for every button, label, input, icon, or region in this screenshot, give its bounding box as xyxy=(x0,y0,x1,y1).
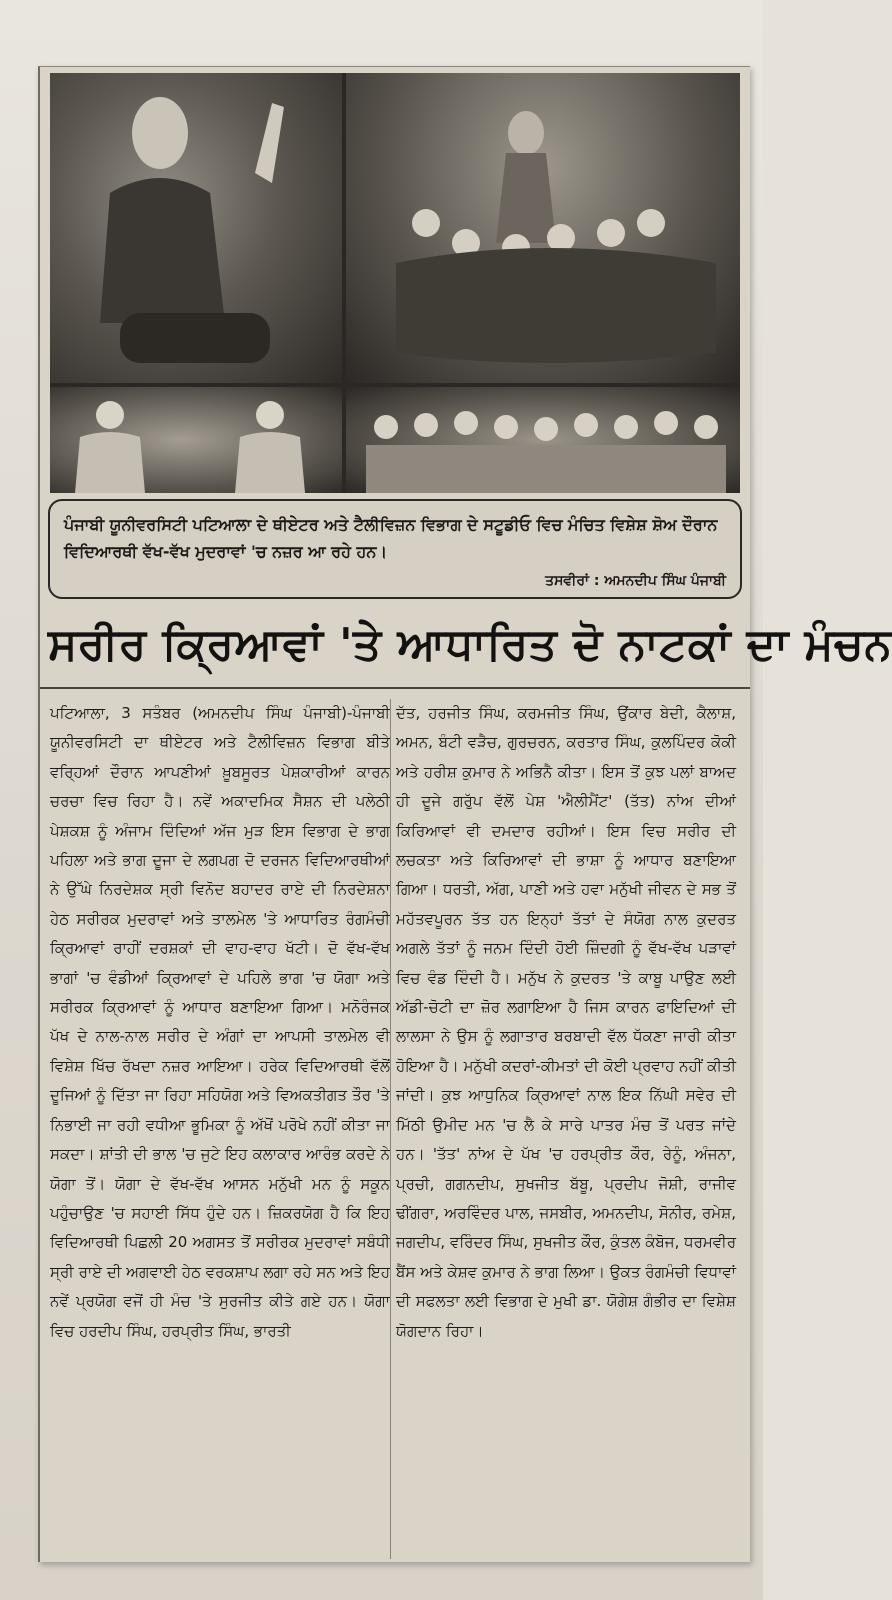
headline-rule xyxy=(40,687,750,689)
article-column-right: ਦੱਤ, ਹਰਜੀਤ ਸਿੰਘ, ਕਰਮਜੀਤ ਸਿੰਘ, ਉਂਕਾਰ ਬੇਦੀ, ਕੈਲਾਸ਼, ਅਮਨ, ਬੰਟੀ ਵੜੈਚ, ਗੁਰਚਰਨ, ਕਰਤਾਰ ਸਿੰਘ, ਕੁਲਪਿੰਦਰ ਕੋਕੀ ਅਤੇ ਹਰੀਸ਼ ਕੁਮਾਰ ਨੇ ਅਭਿਨੈ ਕੀਤਾ। ਇਸ ਤੋਂ ਕੁਝ ਪਲਾਂ ਬਾਅਦ ਹੀ ਦੂਜੇ ਗਰੁੱਪ ਵੱਲੋਂ ਪੇਸ਼ 'ਐਲੀਮੈਂਟ' (ਤੱਤ) ਨਾਂਅ ਦੀਆਂ ਕਿਰਿਆਵਾਂ ਵੀ ਦਮਦਾਰ ਰਹੀਆਂ। ਇਸ ਵਿਚ ਸਰੀਰ ਦੀ ਲਚਕਤਾ ਅਤੇ ਕਿਰਿਆਵਾਂ ਦੀ ਭਾਸ਼ਾ ਨੂੰ ਆਧਾਰ ਬਣਾਇਆ ਗਿਆ। ਧਰਤੀ, ਅੱਗ, ਪਾਣੀ ਅਤੇ ਹਵਾ ਮਨੁੱਖੀ ਜੀਵਨ ਦੇ ਸਭ ਤੋਂ ਮਹੱਤਵਪੂਰਨ ਤੱਤ ਹਨ ਇਨ੍ਹਾਂ ਤੱਤਾਂ ਦੇ ਸੰਯੋਗ ਨਾਲ ਕੁਦਰਤ ਅਗਲੇ ਤੱਤਾਂ ਨੂੰ ਜਨਮ ਦਿੰਦੀ ਹੋਈ ਜ਼ਿੰਦਗੀ ਨੂੰ ਵੱਖ-ਵੱਖ ਪੜਾਵਾਂ ਵਿਚ ਵੰਡ ਦਿੰਦੀ ਹੈ। ਮਨੁੱਖ ਨੇ ਕੁਦਰਤ 'ਤੇ ਕਾਬੂ ਪਾਉਣ ਲਈ ਅੱਡੀ-ਚੋਟੀ ਦਾ ਜ਼ੋਰ ਲਗਾਇਆ ਹੈ ਜਿਸ ਕਾਰਨ ਫਾਇਦਿਆਂ ਦੀ ਲਾਲਸਾ ਨੇ ਉਸ ਨੂੰ ਲਗਾਤਾਰ ਬਰਬਾਦੀ ਵੱਲ ਧੱਕਣਾ ਜਾਰੀ ਕੀਤਾ ਹੋਇਆ ਹੈ। ਮਨੁੱਖੀ ਕਦਰਾਂ-ਕੀਮਤਾਂ ਦੀ ਕੋਈ ਪ੍ਰਵਾਹ ਨਹੀਂ ਕੀਤੀ ਜਾਂਦੀ। ਕੁਝ ਆਧੁਨਿਕ ਕ੍ਰਿਆਵਾਂ ਨਾਲ ਇਕ ਨਿੱਘੀ ਸਵੇਰ ਦੀ ਮਿੱਠੀ ਉਮੀਦ ਮਨ 'ਚ ਲੈ ਕੇ ਸਾਰੇ ਪਾਤਰ ਮੰਚ ਤੋਂ ਪਰਤ ਜਾਂਦੇ ਹਨ। 'ਤੱਤ' ਨਾਂਅ ਦੇ ਪੱਖ 'ਚ ਹਰਪ੍ਰੀਤ ਕੌਰ, ਰੇਨੂੰ, ਅੰਜਨਾ, ਪ੍ਰਚੀ, ਗਗਨਦੀਪ, ਸੁਖਜੀਤ ਬੱਬੂ, ਪ੍ਰਦੀਪ ਜੋਸ਼ੀ, ਰਾਜੀਵ ਢੀਂਗਰਾ, ਅਰਵਿੰਦਰ ਪਾਲ, ਜਸਬੀਰ, ਅਮਨਦੀਪ, ਸੋਨੀਰ, ਰਮੇਸ਼, ਜਗਦੀਪ, ਵਰਿੰਦਰ ਸਿੰਘ, ਸੁਖਜੀਤ ਕੌਰ, ਕੁੰਤਲ ਕੰਬੋਜ, ਧਰਮਵੀਰ ਬੈਂਸ ਅਤੇ ਕੇਸ਼ਵ ਕੁਮਾਰ ਨੇ ਭਾਗ ਲਿਆ। ਉਕਤ ਰੰਗਮੰਚੀ ਵਿਧਾਵਾਂ ਦੀ ਸਫਲਤਾ ਲਈ ਵਿਭਾਗ ਦੇ ਮੁਖੀ ਡਾ. ਯੋਗੇਸ਼ ਗੰਭੀਰ ਦਾ ਵਿਸ਼ੇਸ਼ ਯੋਗਦਾਨ ਰਿਹਾ। xyxy=(396,704,736,1340)
photo-caption-box xyxy=(48,499,742,599)
column-divider xyxy=(390,699,391,1559)
group-performance-photo xyxy=(346,73,740,383)
photo-collage xyxy=(50,73,740,493)
article-column-left: ਪਟਿਆਲਾ, 3 ਸਤੰਬਰ (ਅਮਨਦੀਪ ਸਿੰਘ ਪੰਜਾਬੀ)-ਪੰਜਾਬੀ ਯੂਨੀਵਰਸਿਟੀ ਦਾ ਥੀਏਟਰ ਅਤੇ ਟੈਲੀਵਿਜ਼ਨ ਵਿਭਾਗ ਬੀਤੇ ਵਰ੍ਹਿਆਂ ਦੌਰਾਨ ਆਪਣੀਆਂ ਖ਼ੂਬਸੂਰਤ ਪੇਸ਼ਕਾਰੀਆਂ ਕਾਰਨ ਚਰਚਾ ਵਿਚ ਰਿਹਾ ਹੈ। ਨਵੇਂ ਅਕਾਦਮਿਕ ਸੈਸ਼ਨ ਦੀ ਪਲੇਠੀ ਪੇਸ਼ਕਸ਼ ਨੂੰ ਅੰਜਾਮ ਦਿੰਦਿਆਂ ਅੱਜ ਮੁੜ ਇਸ ਵਿਭਾਗ ਦੇ ਭਾਗ ਪਹਿਲਾ ਅਤੇ ਭਾਗ ਦੂਜਾ ਦੇ ਲਗਪਗ ਦੋ ਦਰਜਨ ਵਿਦਿਆਰਥੀਆਂ ਨੇ ਉੱਘੇ ਨਿਰਦੇਸ਼ਕ ਸ੍ਰੀ ਵਿਨੋਦ ਬਹਾਦਰ ਰਾਏ ਦੀ ਨਿਰਦੇਸ਼ਨਾ ਹੇਠ ਸਰੀਰਕ ਮੁਦਰਾਵਾਂ ਅਤੇ ਤਾਲਮੇਲ 'ਤੇ ਆਧਾਰਿਤ ਰੰਗਮੰਚੀ ਕ੍ਰਿਆਵਾਂ ਰਾਹੀਂ ਦਰਸ਼ਕਾਂ ਦੀ ਵਾਹ-ਵਾਹ ਖੱਟੀ। ਦੋ ਵੱਖ-ਵੱਖ ਭਾਗਾਂ 'ਚ ਵੰਡੀਆਂ ਕ੍ਰਿਆਵਾਂ ਦੇ ਪਹਿਲੇ ਭਾਗ 'ਚ ਯੋਗਾ ਅਤੇ ਸਰੀਰਕ ਕ੍ਰਿਆਵਾਂ ਨੂੰ ਆਧਾਰ ਬਣਾਇਆ ਗਿਆ। ਮਨੋਰੰਜਕ ਪੱਖ ਦੇ ਨਾਲ-ਨਾਲ ਸਰੀਰ ਦੇ ਅੰਗਾਂ ਦਾ ਆਪਸੀ ਤਾਲਮੇਲ ਵੀ ਵਿਸ਼ੇਸ਼ ਖਿੱਚ ਰੱਖਦਾ ਨਜ਼ਰ ਆਇਆ। ਹਰੇਕ ਵਿਦਿਆਰਥੀ ਵੱਲੋਂ ਦੂਜਿਆਂ ਨੂੰ ਦਿੱਤਾ ਜਾ ਰਿਹਾ ਸਹਿਯੋਗ ਅਤੇ ਵਿਅਕਤੀਗਤ ਤੌਰ 'ਤੇ ਨਿਭਾਈ ਜਾ ਰਹੀ ਵਧੀਆ ਭੂਮਿਕਾ ਨੂੰ ਅੱਖੋਂ ਪਰੋਖੇ ਨਹੀਂ ਕੀਤਾ ਜਾ ਸਕਦਾ। ਸ਼ਾਂਤੀ ਦੀ ਭਾਲ 'ਚ ਜੁਟੇ ਇਹ ਕਲਾਕਾਰ ਆਰੰਭ ਕਰਦੇ ਨੇ ਯੋਗਾ ਤੋਂ। ਯੋਗਾ ਦੇ ਵੱਖ-ਵੱਖ ਆਸਨ ਮਨੁੱਖੀ ਮਨ ਨੂੰ ਸਕੂਨ ਪਹੁੰਚਾਉਣ 'ਚ ਸਹਾਈ ਸਿੱਧ ਹੁੰਦੇ ਹਨ। ਜ਼ਿਕਰਯੋਗ ਹੈ ਕਿ ਇਹ ਵਿਦਿਆਰਥੀ ਪਿਛਲੀ 20 ਅਗਸਤ ਤੋਂ ਸਰੀਰਕ ਮੁਦਰਾਵਾਂ ਸਬੰਧੀ ਸ੍ਰੀ ਰਾਏ ਦੀ ਅਗਵਾਈ ਹੇਠ ਵਰਕਸ਼ਾਪ ਲਗਾ ਰਹੇ ਸਨ ਅਤੇ ਇਹ ਨਵੇਂ ਪ੍ਰਯੋਗ ਵਜੋਂ ਹੀ ਮੰਚ 'ਤੇ ਸੁਰਜੀਤ ਕੀਤੇ ਗਏ ਹਨ। ਯੋਗਾ ਵਿਚ ਹਰਦੀਪ ਸਿੰਘ, ਹਰਪ੍ਰੀਤ ਸਿੰਘ, ਭਾਰਤੀ xyxy=(50,704,390,1340)
newspaper-clipping xyxy=(38,66,892,1562)
article-headline: ਸਰੀਰ ਕ੍ਰਿਆਵਾਂ 'ਤੇ ਆਧਾਰਿਤ ਦੋ ਨਾਟਕਾਂ ਦਾ ਮੰਚਨ xyxy=(48,619,892,670)
yoga-performers-photo xyxy=(50,387,342,493)
photo-caption: ਪੰਜਾਬੀ ਯੂਨੀਵਰਸਿਟੀ ਪਟਿਆਲਾ ਦੇ ਥੀਏਟਰ ਅਤੇ ਟੈਲੀਵਿਜ਼ਨ ਵਿਭਾਗ ਦੇ ਸਟੂਡੀਓ ਵਿਚ ਮੰਚਿਤ ਵਿਸ਼ੇਸ਼ ਸ਼ੋਅ ਦੌਰਾਨ ਵਿਦਿਆਰਥੀ ਵੱਖ-ਵੱਖ ਮੁਦਰਾਵਾਂ 'ਚ ਨਜ਼ਰ ਆ ਰਹੇ ਹਨ। xyxy=(64,515,718,561)
stage-performer-photo xyxy=(50,73,342,383)
performer-silhouette xyxy=(50,73,342,383)
group-silhouette xyxy=(346,73,740,383)
ensemble-silhouette xyxy=(346,387,740,493)
ensemble-photo xyxy=(346,387,740,493)
photo-credit: ਤਸਵੀਰਾਂ : ਅਮਨਦੀਪ ਸਿੰਘ ਪੰਜਾਬੀ xyxy=(545,573,726,589)
yoga-silhouette xyxy=(50,387,342,493)
